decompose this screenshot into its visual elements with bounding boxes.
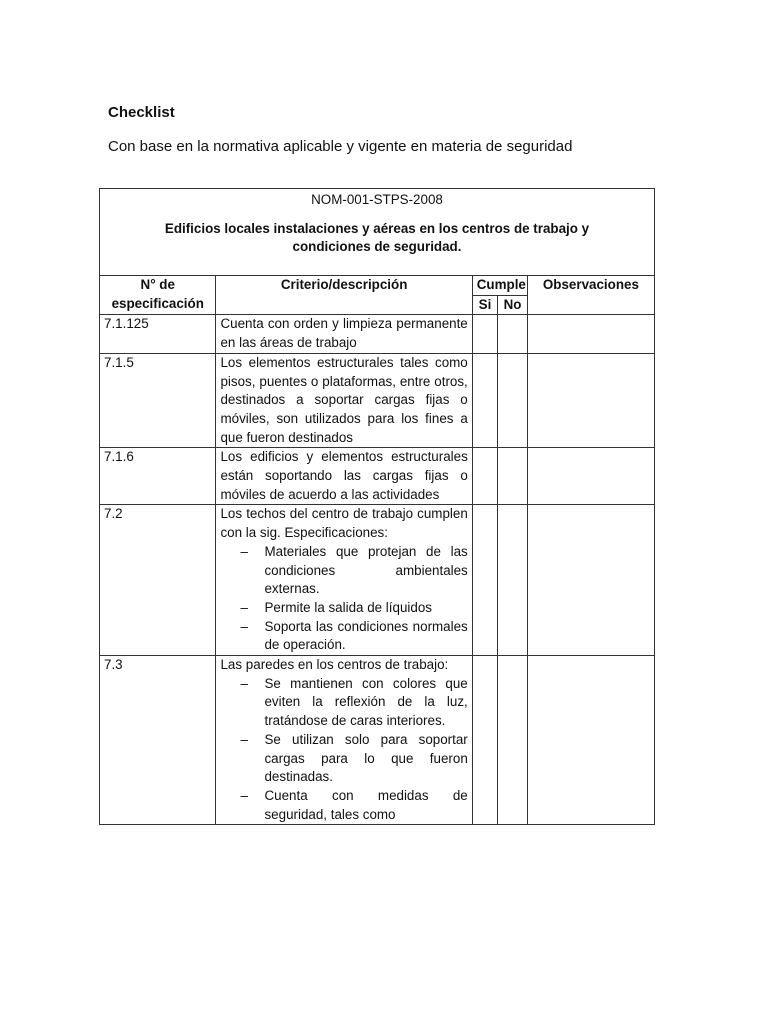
criterio-text: Las paredes en los centros de trabajo: bbox=[220, 657, 449, 673]
page-subtitle: Con base en la normativa aplicable y vigente en materia de seguridad bbox=[108, 138, 573, 155]
table-row bbox=[100, 505, 655, 656]
si-cell[interactable] bbox=[472, 315, 497, 353]
si-cell[interactable] bbox=[472, 448, 497, 505]
col-header-criterio: Criterio/descripción bbox=[216, 276, 472, 315]
table-row bbox=[100, 353, 655, 448]
criterio-list-item: – Cuenta con medidas de seguridad, tales como bbox=[240, 787, 467, 824]
si-cell[interactable] bbox=[472, 353, 497, 448]
observaciones-cell[interactable] bbox=[527, 315, 654, 353]
criterio-text: Los techos del centro de trabajo cumplen con la sig. Especificaciones: bbox=[220, 506, 468, 541]
no-cell[interactable] bbox=[498, 505, 528, 656]
criterio-text: Los edificios y elementos estructurales están soportando las cargas fijas o móviles de acuerdo a las actividades bbox=[220, 449, 468, 502]
col-header-num: N° de especificación bbox=[100, 276, 216, 315]
norm-header-row bbox=[100, 189, 655, 276]
si-cell[interactable] bbox=[472, 505, 497, 656]
spec-number: 7.1.125 bbox=[100, 315, 216, 353]
observaciones-cell[interactable] bbox=[527, 448, 654, 505]
checklist-table bbox=[99, 188, 655, 825]
criterio-cell bbox=[216, 656, 472, 825]
criterio-text: Cuenta con orden y limpieza permanente en las áreas de trabajo bbox=[220, 316, 468, 351]
spec-number: 7.1.5 bbox=[100, 353, 216, 448]
col-header-observaciones: Observaciones bbox=[527, 276, 654, 315]
checklist-body bbox=[100, 315, 655, 825]
no-cell[interactable] bbox=[498, 448, 528, 505]
col-header-si: Si bbox=[472, 295, 497, 315]
observaciones-cell[interactable] bbox=[527, 656, 654, 825]
criterio-cell bbox=[216, 315, 472, 353]
si-cell[interactable] bbox=[472, 656, 497, 825]
criterio-list-item: – Permite la salida de líquidos bbox=[240, 599, 467, 618]
col-header-no: No bbox=[498, 295, 528, 315]
norm-code: NOM-001-STPS-2008 bbox=[311, 192, 443, 207]
table-row bbox=[100, 448, 655, 505]
spec-number: 7.3 bbox=[100, 656, 216, 825]
criterio-list-item: – Materiales que protejan de las condiciones ambientales externas. bbox=[240, 543, 467, 599]
no-cell[interactable] bbox=[498, 353, 528, 448]
spec-number: 7.1.6 bbox=[100, 448, 216, 505]
criterio-cell bbox=[216, 448, 472, 505]
spec-number: 7.2 bbox=[100, 505, 216, 656]
no-cell[interactable] bbox=[498, 656, 528, 825]
observaciones-cell[interactable] bbox=[527, 505, 654, 656]
criterio-list bbox=[220, 543, 467, 655]
criterio-cell bbox=[216, 505, 472, 656]
table-row bbox=[100, 656, 655, 825]
criterio-list bbox=[220, 675, 467, 825]
col-header-cumple: Cumple bbox=[472, 276, 527, 296]
table-row bbox=[100, 315, 655, 353]
criterio-list-item: – Se utilizan solo para soportar cargas para lo que fueron destinadas. bbox=[240, 731, 467, 787]
observaciones-cell[interactable] bbox=[527, 353, 654, 448]
page-title: Checklist bbox=[108, 104, 175, 121]
criterio-cell bbox=[216, 353, 472, 448]
column-header-row bbox=[100, 276, 655, 296]
norm-header-cell bbox=[100, 189, 655, 276]
norm-title: Edificios locales instalaciones y aéreas en los centros de trabajo y condiciones de seguridad. bbox=[164, 220, 590, 255]
criterio-list-item: – Se mantienen con colores que eviten la reflexión de la luz, tratándose de caras interiores. bbox=[240, 675, 467, 731]
no-cell[interactable] bbox=[498, 315, 528, 353]
criterio-list-item: – Soporta las condiciones normales de operación. bbox=[240, 618, 467, 655]
criterio-text: Los elementos estructurales tales como pisos, puentes o plataformas, entre otros, destinados a soportar cargas fijas o móviles, son utilizados para los fines a que fueron destinados bbox=[220, 354, 468, 445]
